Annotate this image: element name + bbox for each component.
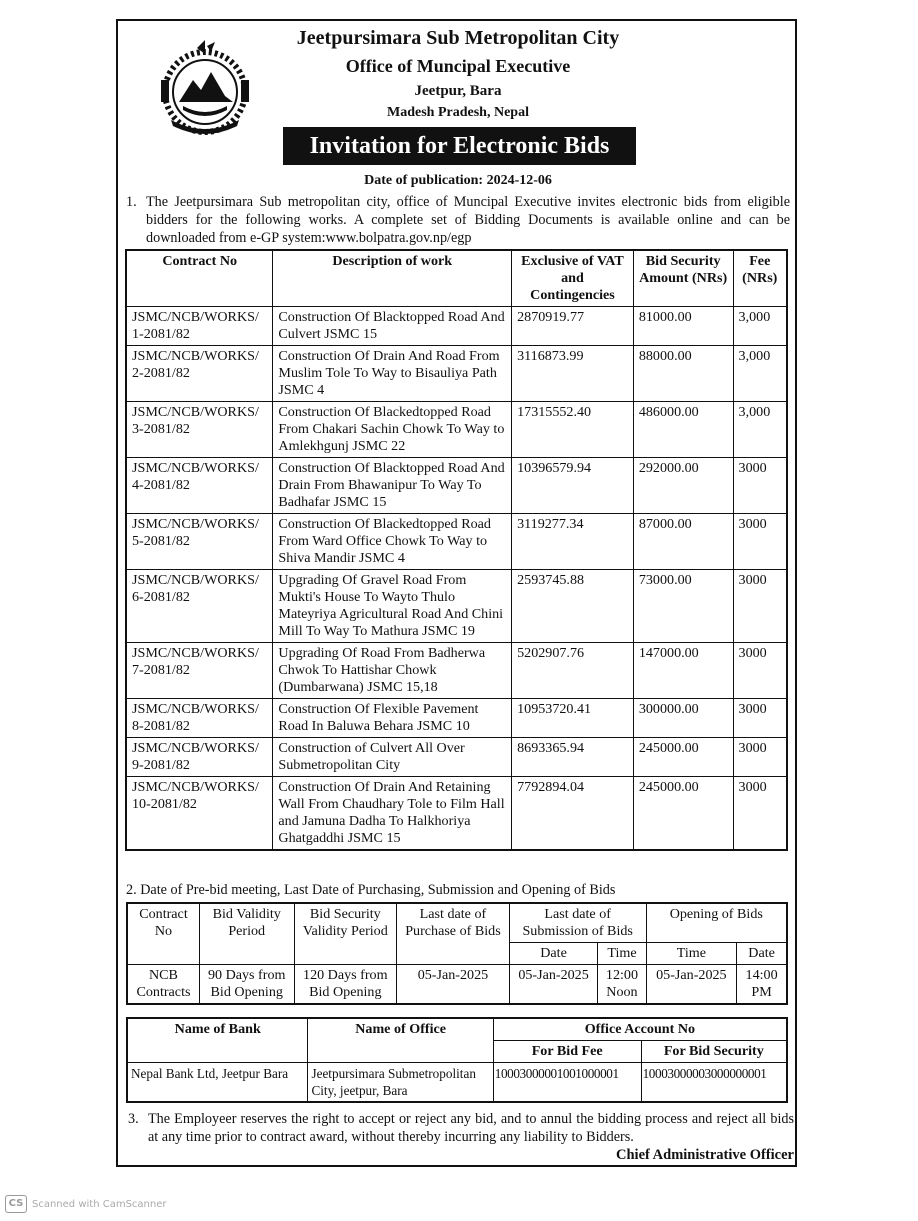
cell-cost: 2593745.88 [512, 570, 634, 643]
note3-text: The Employeer reserves the right to accept or reject any bid, and to annul the bidding process and reject all bids at any time prior to contract award, without thereby incurring any liability to Bidders. [148, 1111, 794, 1145]
header-contract-no: Contract No [126, 250, 273, 307]
cell-description: Construction Of Blackedtopped Road From Ward Office Chowk To Way to Shiva Mandir JSMC 4 [273, 514, 512, 570]
cell-bid-security: 245000.00 [633, 777, 733, 851]
camscanner-logo-icon: CS [5, 1195, 27, 1213]
page-title: Invitation for Electronic Bids [283, 127, 636, 165]
sched-header-last-purchase: Last date of Purchase of Bids [397, 903, 510, 965]
works-table [125, 249, 788, 851]
bank-header-account: Office Account No [493, 1018, 787, 1041]
sched-submission-time: 12:00 Noon [598, 965, 646, 1005]
cell-bid-security: 81000.00 [633, 307, 733, 346]
cell-contract-no: JSMC/NCB/WORKS/ 6-2081/82 [126, 570, 273, 643]
bank-header-bid-fee: For Bid Fee [493, 1041, 641, 1063]
bank-account-bid-security: 10003000003000000001 [641, 1063, 787, 1103]
bank-name: Nepal Bank Ltd, Jeetpur Bara [127, 1063, 308, 1103]
works-table-header [126, 250, 787, 307]
header-fee: Fee (NRs) [733, 250, 787, 307]
header-description: Description of work [273, 250, 512, 307]
table-row [126, 738, 787, 777]
header-bid-security: Bid Security Amount (NRs) [633, 250, 733, 307]
sched-header-last-submission: Last date of Submission of Bids [509, 903, 646, 943]
cell-cost: 5202907.76 [512, 643, 634, 699]
intro-text: The Jeetpursimara Sub metropolitan city, office of Muncipal Executive invites electronic bids from eligible bidders for the following works. A complete set of Bidding Documents is available online and can be downloaded from e-GP system:www.bolpatra.gov.np/egp [146, 194, 790, 246]
cell-description: Construction Of Flexible Pavement Road In Baluwa Behara JSMC 10 [273, 699, 512, 738]
sched-submission-date: 05-Jan-2025 [509, 965, 598, 1005]
sched-header-bid-validity: Bid Validity Period [199, 903, 294, 965]
sched-header-opening: Opening of Bids [646, 903, 787, 943]
sched-subheader-time2: Time [646, 943, 737, 965]
cell-fee: 3,000 [733, 402, 787, 458]
sched-opening-date: 14:00 PM [737, 965, 787, 1005]
cell-bid-security: 87000.00 [633, 514, 733, 570]
cell-bid-security: 88000.00 [633, 346, 733, 402]
sched-subheader-time: Time [598, 943, 646, 965]
cell-description: Construction of Culvert All Over Submetropolitan City [273, 738, 512, 777]
cell-cost: 10396579.94 [512, 458, 634, 514]
cell-bid-security: 300000.00 [633, 699, 733, 738]
table-row [127, 1063, 787, 1103]
sched-header-security-validity: Bid Security Validity Period [294, 903, 397, 965]
note3-number: 3. [128, 1111, 139, 1127]
sched-opening-time: 05-Jan-2025 [646, 965, 737, 1005]
cell-fee: 3000 [733, 643, 787, 699]
cell-description: Construction Of Drain And Retaining Wall From Chaudhary Tole to Film Hall and Jamuna Dadha To Halkhoriya Ghatgaddhi JSMC 15 [273, 777, 512, 851]
cell-cost: 8693365.94 [512, 738, 634, 777]
cell-description: Construction Of Blackedtopped Road From Chakari Sachin Chowk To Way to Amlekhgunj JSMC 22 [273, 402, 512, 458]
table-row [126, 346, 787, 402]
cell-cost: 2870919.77 [512, 307, 634, 346]
cell-contract-no: JSMC/NCB/WORKS/ 1-2081/82 [126, 307, 273, 346]
bank-header-bank: Name of Bank [127, 1018, 308, 1063]
cell-contract-no: JSMC/NCB/WORKS/ 8-2081/82 [126, 699, 273, 738]
table-row [127, 965, 787, 1005]
cell-contract-no: JSMC/NCB/WORKS/ 4-2081/82 [126, 458, 273, 514]
table-row [126, 514, 787, 570]
section2-heading: 2. Date of Pre-bid meeting, Last Date of Purchasing, Submission and Opening of Bids [126, 882, 616, 898]
cell-fee: 3,000 [733, 346, 787, 402]
cell-fee: 3,000 [733, 307, 787, 346]
cell-cost: 3116873.99 [512, 346, 634, 402]
cell-fee: 3000 [733, 738, 787, 777]
cell-fee: 3000 [733, 514, 787, 570]
cell-bid-security: 147000.00 [633, 643, 733, 699]
cell-cost: 17315552.40 [512, 402, 634, 458]
table-row [126, 458, 787, 514]
cell-fee: 3000 [733, 458, 787, 514]
province-name: Madesh Pradesh, Nepal [387, 105, 529, 120]
cell-contract-no: JSMC/NCB/WORKS/ 3-2081/82 [126, 402, 273, 458]
sched-subheader-date: Date [509, 943, 598, 965]
cell-contract-no: JSMC/NCB/WORKS/ 7-2081/82 [126, 643, 273, 699]
sched-security-validity: 120 Days from Bid Opening [294, 965, 397, 1005]
cell-bid-security: 245000.00 [633, 738, 733, 777]
bank-header-office: Name of Office [308, 1018, 493, 1063]
cell-cost: 7792894.04 [512, 777, 634, 851]
cell-description: Construction Of Blacktopped Road And Drain From Bhawanipur To Way To Badhafar JSMC 15 [273, 458, 512, 514]
intro-number: 1. [126, 194, 137, 210]
sched-bid-validity: 90 Days from Bid Opening [199, 965, 294, 1005]
bank-account-bid-fee: 10003000001001000001 [493, 1063, 641, 1103]
table-row [126, 777, 787, 851]
cell-contract-no: JSMC/NCB/WORKS/ 9-2081/82 [126, 738, 273, 777]
bank-table [126, 1017, 788, 1103]
sched-subheader-date2: Date [737, 943, 787, 965]
cell-fee: 3000 [733, 570, 787, 643]
cell-cost: 3119277.34 [512, 514, 634, 570]
intro-paragraph [126, 193, 790, 247]
cell-fee: 3000 [733, 777, 787, 851]
table-row [126, 402, 787, 458]
cell-cost: 10953720.41 [512, 699, 634, 738]
cell-contract-no: JSMC/NCB/WORKS/ 10-2081/82 [126, 777, 273, 851]
cell-fee: 3000 [733, 699, 787, 738]
table-row [126, 643, 787, 699]
table-row [126, 699, 787, 738]
publication-date: Date of publication: 2024-12-06 [364, 173, 552, 188]
office-location: Jeetpur, Bara [414, 83, 502, 99]
camscanner-watermark: Scanned with CamScanner [32, 1199, 167, 1210]
municipality-name: Jeetpursimara Sub Metropolitan City [296, 27, 620, 49]
cell-bid-security: 73000.00 [633, 570, 733, 643]
table-row [126, 307, 787, 346]
cell-description: Upgrading Of Gravel Road From Mukti's House To Wayto Thulo Mateyriya Agricultural Road And Chini Mill To Way To Mathura JSMC 19 [273, 570, 512, 643]
cell-bid-security: 292000.00 [633, 458, 733, 514]
signoff: Chief Administrative Officer [616, 1147, 794, 1163]
bank-office-name: Jeetpursimara Submetropolitan City, jeetpur, Bara [308, 1063, 493, 1103]
bid-schedule-table [126, 902, 788, 1005]
office-name: Office of Muncipal Executive [345, 56, 571, 76]
bank-header-bid-security: For Bid Security [641, 1041, 787, 1063]
cell-description: Upgrading Of Road From Badherwa Chwok To Hattishar Chowk (Dumbarwana) JSMC 15,18 [273, 643, 512, 699]
note3-paragraph [128, 1110, 794, 1146]
table-row [126, 570, 787, 643]
cell-bid-security: 486000.00 [633, 402, 733, 458]
sched-contract-no: NCB Contracts [127, 965, 199, 1005]
header-cost: Exclusive of VAT and Contingencies [512, 250, 634, 307]
cell-contract-no: JSMC/NCB/WORKS/ 5-2081/82 [126, 514, 273, 570]
cell-description: Construction Of Blacktopped Road And Culvert JSMC 15 [273, 307, 512, 346]
cell-description: Construction Of Drain And Road From Muslim Tole To Way to Bisauliya Path JSMC 4 [273, 346, 512, 402]
sched-last-purchase: 05-Jan-2025 [397, 965, 510, 1005]
cell-contract-no: JSMC/NCB/WORKS/ 2-2081/82 [126, 346, 273, 402]
sched-header-contract-no: Contract No [127, 903, 199, 965]
